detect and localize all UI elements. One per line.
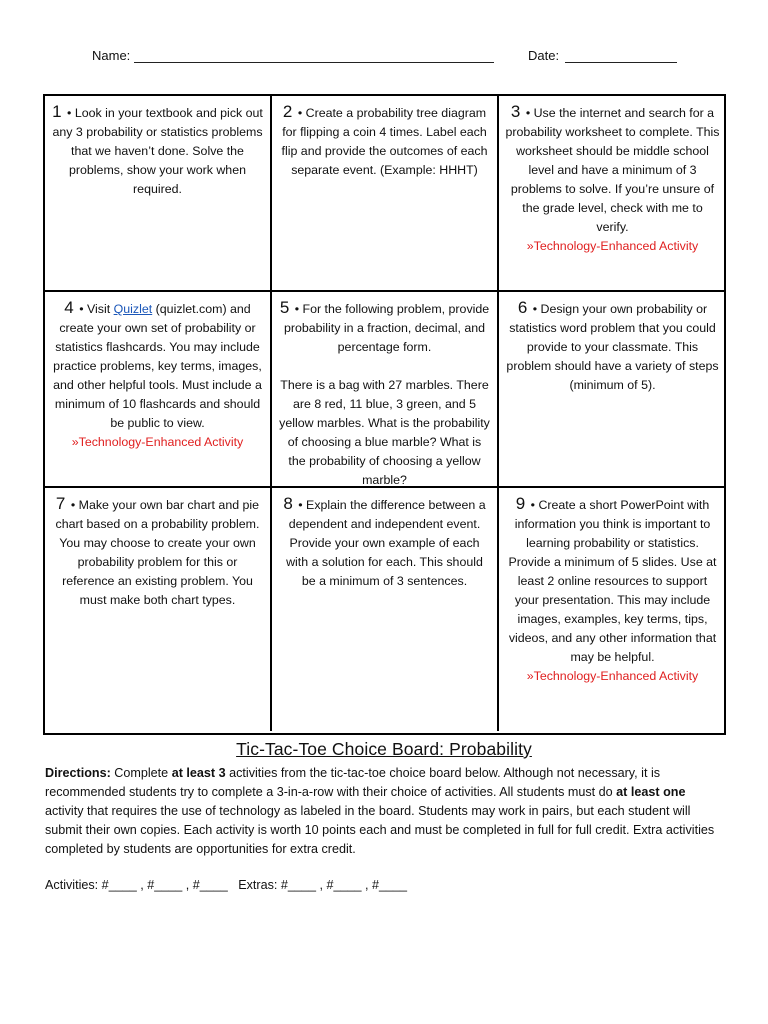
page-title-text: Tic-Tac-Toe Choice Board: Probability [236, 739, 532, 759]
cell-text: • Design your own probability or statistics word problem that you could provide to your classmate. This problem should have a variety of steps (minimum of 5). [506, 302, 719, 392]
cell-number: 3 [510, 102, 521, 121]
board-cell-3 [499, 96, 726, 292]
cell-text: • Make your own bar chart and pie chart based on a probability problem. You may choose to create your own probability problem for this or reference an existing problem. You must make both chart types. [55, 498, 260, 607]
directions-text-2: activities from the tic-tac-toe choice board below. Although not necessary, it is recommended students try to complete a 3-in-a-row with their choice of activities. All students must do [45, 766, 661, 799]
directions-paragraph [45, 764, 725, 859]
cell-pre-text: • Visit [79, 302, 111, 316]
cell-number: 7 [55, 494, 66, 513]
cell-number: 2 [282, 102, 293, 121]
date-label: Date: [528, 48, 560, 63]
cell-number: 4 [64, 298, 74, 317]
board-cell-4 [45, 292, 272, 488]
board-cell-5 [272, 292, 499, 488]
name-field-line[interactable] [134, 62, 494, 63]
choice-board [43, 94, 726, 735]
quizlet-link[interactable]: Quizlet [113, 302, 153, 316]
date-field-line[interactable] [565, 62, 677, 63]
cell-problem-text: There is a bag with 27 marbles. There are 8 red, 11 blue, 3 green, and 5 yellow marbles. What is the probability of choosing a blue marble? What is the probability of choosing a yellow marble? [279, 378, 490, 487]
header [0, 48, 768, 68]
board-cell-2 [272, 96, 499, 292]
activities-line[interactable]: Activities: #____ , #____ , #____ Extras: #____ , #____ , #____ [45, 878, 407, 892]
board-cell-1 [45, 96, 272, 292]
directions-bold-1: at least 3 [171, 766, 226, 780]
cell-text: • Explain the difference between a dependent and independent event. Provide your own example of each with a solution for each. This should be a minimum of 3 sentences. [286, 498, 486, 588]
technology-tag: »Technology-Enhanced Activity [526, 669, 699, 683]
technology-tag: »Technology-Enhanced Activity [526, 239, 699, 253]
board-cell-9 [499, 488, 726, 731]
cell-number: 1 [52, 102, 62, 121]
cell-text: • Look in your textbook and pick out any 3 probability or statistics problems that we haven’t done. Solve the problems, show your work when required. [52, 106, 263, 196]
name-label: Name: [92, 48, 131, 63]
board-cell-6 [499, 292, 726, 488]
directions-text-3: activity that requires the use of technology as labeled in the board. Students may work in pairs, but each student will submit their own copies. Each activity is worth 10 points each and must be completed in full for full credit. Extra activities completed by students are opportunities for extra credit. [45, 804, 715, 856]
cell-number: 5 [279, 298, 290, 317]
board-cell-8 [272, 488, 499, 731]
cell-text: • For the following problem, provide probability in a fraction, decimal, and percentage form. [283, 302, 490, 354]
cell-text: • Use the internet and search for a probability worksheet to complete. This worksheet should be middle school level and have a minimum of 3 problems to solve. If you’re unsure of the grade level, check with me to verify. [505, 106, 720, 234]
cell-number: 8 [283, 494, 293, 513]
paragraph-gap [278, 357, 491, 376]
cell-text: (quizlet.com) and create your own set of probability or statistics flashcards. You may include practice problems, key terms, images, and other helpful tools. Must include a minimum of 10 flashcards and should be public to view. [53, 302, 262, 430]
page-title [0, 739, 768, 760]
cell-number: 9 [515, 494, 526, 513]
technology-tag: »Technology-Enhanced Activity [71, 435, 244, 449]
directions-text-1: Complete [114, 766, 169, 780]
directions-label: Directions: [45, 766, 111, 780]
directions-bold-2: at least one [616, 785, 686, 799]
cell-number: 6 [517, 298, 528, 317]
cell-text: • Create a short PowerPoint with information you think is important to learning probability or statistics. Provide a minimum of 5 slides. Use at least 2 online resources to support your presentation. This may include images, examples, key terms, tips, videos, and any other information that may be helpful. [508, 498, 717, 664]
board-cell-7 [45, 488, 272, 731]
cell-text: • Create a probability tree diagram for flipping a coin 4 times. Label each flip and provide the outcomes of each separate event. (Example: HHHT) [281, 106, 488, 177]
